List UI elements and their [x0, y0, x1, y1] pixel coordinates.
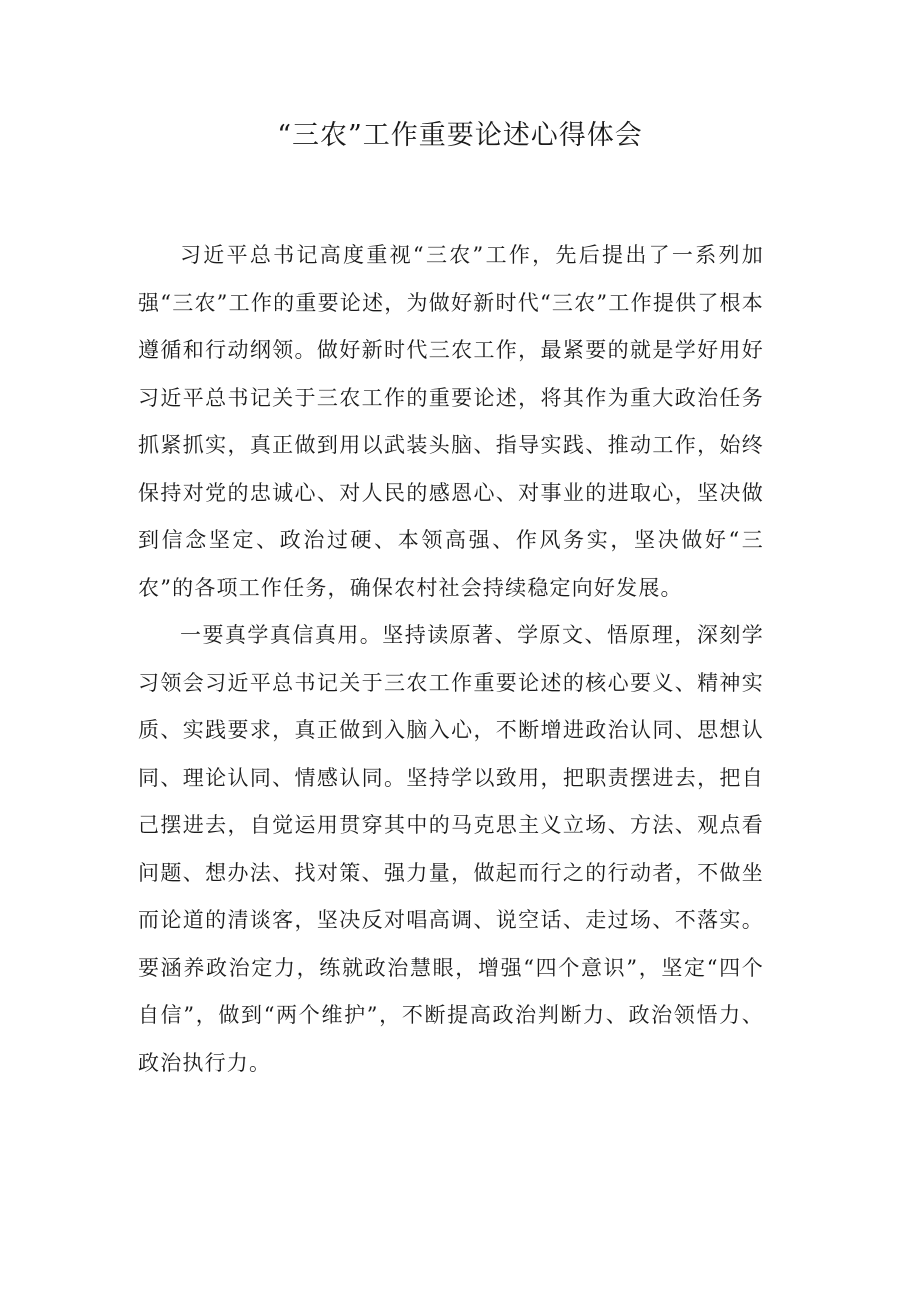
paragraph-intro: 习近平总书记高度重视“三农”工作，先后提出了一系列加强“三农”工作的重要论述，为做好新时代“三农”工作提供了根本遵循和行动纲领。做好新时代三农工作，最紧要的就是学好用好习近平总书记关于三农工作的重要论述，将其作为重大政治任务抓紧抓实，真正做到用以武装头脑、指导实践、推动工作，始终保持对党的忠诚心、对人民的感恩心、对事业的进取心，坚决做到信念坚定、政治过硬、本领高强、作风务实，坚决做好“三农”的各项工作任务，确保农村社会持续稳定向好发展。: [138, 243, 764, 600]
document-body: [138, 232, 764, 1087]
paragraph-point-one: 一要真学真信真用。坚持读原著、学原文、悟原理，深刻学习领会习近平总书记关于三农工作重要论述的核心要义、精神实质、实践要求，真正做到入脑入心，不断增进政治认同、思想认同、理论认同、情感认同。坚持学以致用，把职责摆进去，把自己摆进去，自觉运用贯穿其中的马克思主义立场、方法、观点看问题、想办法、找对策、强力量，做起而行之的行动者，不做坐而论道的清谈客，坚决反对唱高调、说空话、走过场、不落实。要涵养政治定力，练就政治慧眼，增强“四个意识”，坚定“四个自信”，做到“两个维护”，不断提高政治判断力、政治领悟力、政治执行力。: [138, 623, 764, 1075]
document-title: “三农”工作重要论述心得体会: [277, 120, 643, 151]
